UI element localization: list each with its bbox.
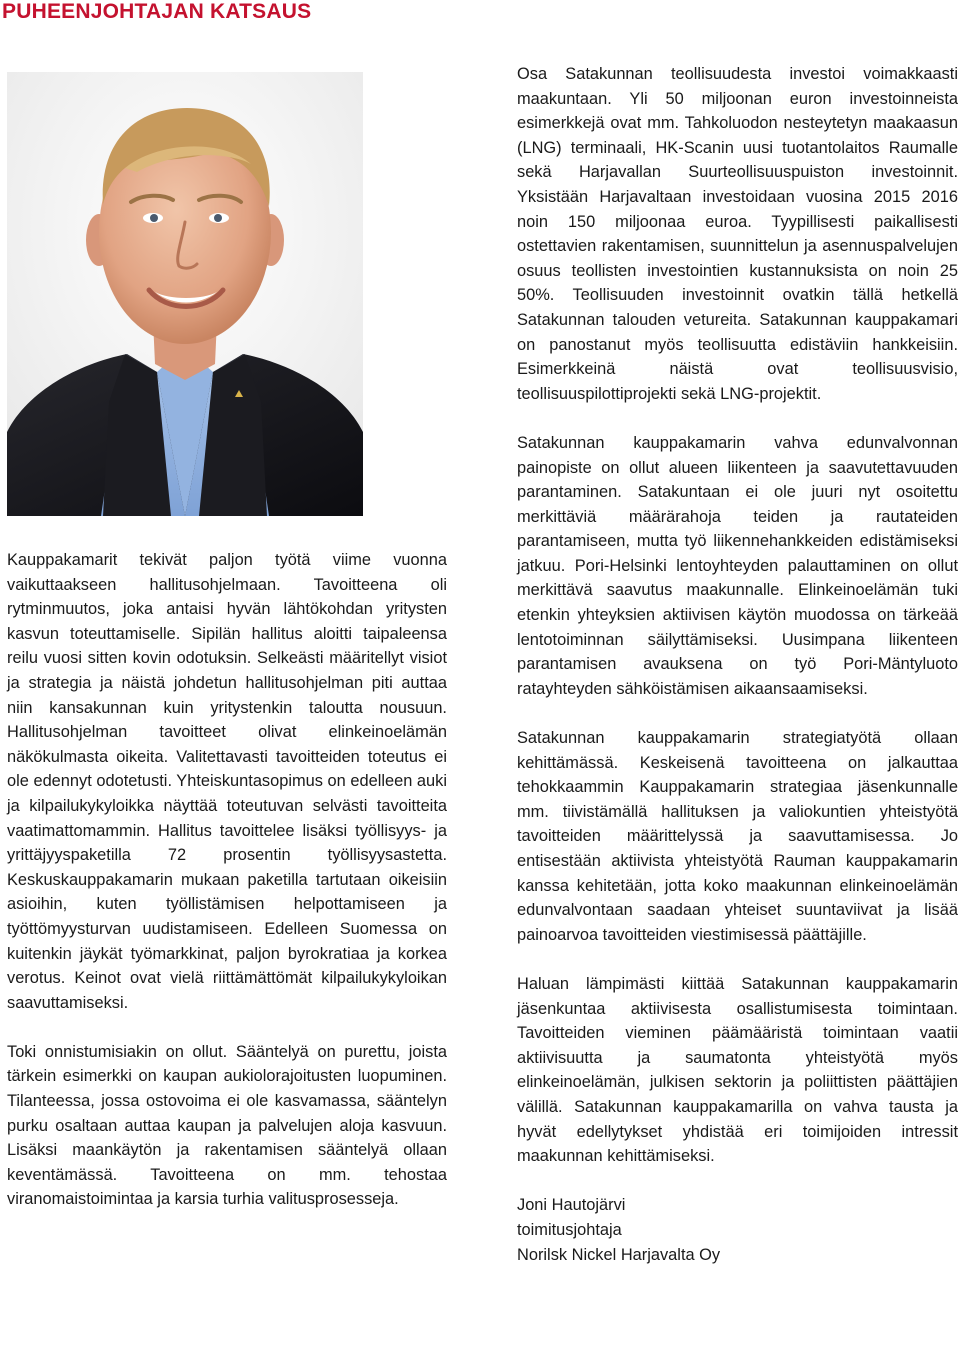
right-column: [517, 62, 958, 1267]
right-paragraph-3: Satakunnan kauppakamarin strategiatyötä ollaan kehittämässä. Keskeisenä tavoitteena on jalkauttaa tehokkaammin Kauppakamarin strategiaa jäsenkunnalle mm. tiivistämällä hallituksen ja valiokuntien yhteistyötä tavoitteiden määrittelyssä ja saavuttamisessa. Jo entisestään aktiivista yhteistyötä Rauman kauppakamarin kanssa kehitetään, jotta koko maakunnan elinkeinoelämän edunvalvontaan saadaan yhteiset suuntaviivat ja lisää painoarvoa tavoitteiden viestimisessä päättäjille.: [517, 729, 958, 944]
signature-name: Joni Hautojärvi: [517, 1196, 626, 1215]
portrait-photo: [7, 72, 363, 516]
signature-company: Norilsk Nickel Harjavalta Oy: [517, 1245, 721, 1264]
page-heading: PUHEENJOHTAJAN KATSAUS: [2, 0, 312, 23]
portrait-illustration: [7, 72, 363, 516]
right-paragraph-1: Osa Satakunnan teollisuudesta investoi voimakkaasti maakuntaan. Yli 50 miljoonan euron investoinneista esimerkkejä ovat mm. Tahkoluodon nesteytetyn maakaasun (LNG) terminaali, HK-Scanin uusi tuotantolaitos Raumalle sekä Harjavallan Suurteollisuuspuiston investoinnit. Yksistään Harjavaltaan investoidaan vuosina 2015 2016 noin 150 miljoonaa euroa. Tyypillisesti paikallisesti ostettavien rakentamisen, suunnittelun ja asennuspalvelujen osuus teollisten investointien kustannuksista on noin 25 50%. Teollisuuden investoinnit ovatkin tällä hetkellä Satakunnan talouden vetureita. Satakunnan kauppakamari on panostanut myös teollisuutta edistäviin hankkeisiin. Esimerkkeinä näistä ovat teollisuusvisio, teollisuuspilottiprojekti sekä LNG-projektit.: [517, 65, 958, 403]
left-paragraph-2: Toki onnistumisiakin on ollut. Sääntelyä on purettu, joista tärkein esimerkki on kaupan aukiolorajoitusten luopuminen. Tilanteessa, jossa ostovoima ei ole kasvamassa, sääntelyn purku osaltaan auttaa kaupan ja palvelujen aloja kasvuun. Lisäksi maankäytön ja rakentamisen sääntelyä ollaan keventämässä. Tavoitteena on mm. tehostaa viranomaistoimintaa ja karsia turhia valitusprosesseja.: [7, 1042, 447, 1209]
right-paragraph-4: Haluan lämpimästi kiittää Satakunnan kauppakamarin jäsenkuntaa aktiivisesta osallistumisesta toimintaan. Tavoitteiden vieminen päämääristä toimintaan vaatii aktiivisuutta ja saumatonta yhteistyötä myös elinkeinoelämän, julkisen sektorin ja poliittisten päättäjien välillä. Satakunnan kauppakamarilla on vahva tausta ja hyvät edellytykset yhdistää eri toimijoiden intressit maakunnan kehittämiseksi.: [517, 974, 958, 1166]
signature-block: [517, 1193, 958, 1267]
left-paragraph-1: Kauppakamarit tekivät paljon työtä viime vuonna vaikuttaakseen hallitusohjelmaan. Tavoitteena oli rytminmuutos, joka antaisi hyvän lähtökohdan yritysten kasvun toteuttamiselle. Sipilän hallitus aloitti taipaleensa reilu vuosi sitten kovin odotuksin. Selkeästi määritellyt visiot ja strategia ja näistä johdetun hallitusohjelman piti auttaa niin kansakunnan kuin yritystenkin taloutta nousuun. Hallitusohjelman tavoitteet olivat elinkeinoelämän näkökulmasta oikeita. Valitettavasti tavoitteiden toteutus ei ole edennyt odotetusti. Yhteiskuntasopimus on edelleen auki ja kilpailukykyloikka näyttää toteutuvan selvästi tavoitteita vaatimattomammin. Hallitus tavoittelee lisäksi työllisyys- ja yrittäjyyspaketilla 72 prosentin työllisyysastetta. Keskuskauppakamarin mukaan paketilla tartutaan oikeisiin asioihin, kuten työllistämisen helpottamiseen ja työttömyysturvan uudistamiseen. Edelleen Suomessa on kuitenkin jäykät työmarkkinat, paljon byrokratiaa ja korkea verotus. Keinot ovat vielä riittämättömät kilpailukykyloikan saavuttamiseksi.: [7, 551, 447, 1012]
signature-title: toimitusjohtaja: [517, 1220, 622, 1239]
right-paragraph-2: Satakunnan kauppakamarin vahva edunvalvonnan painopiste on ollut alueen liikenteen ja saavutettavuuden parantaminen. Satakuntaan ei ole juuri nyt osoitettu merkittäviä määrärahoja teiden ja rautateiden parantamiseen, mutta työ liikennehankkeiden edistämiseksi jatkuu. Pori-Helsinki lentoyhteyden palauttaminen on ollut merkittävä saavutus maakunnalle. Elinkeinoelämän tuki etenkin yhteyksien aktiivisen käytön muodossa on tärkeää lentotoiminnan säilyttämiseksi. Uusimpana liikenteen parantamisen avauksena on työ Pori-Mäntyluoto ratayhteyden sähköistämisen aikaansaamiseksi.: [517, 433, 958, 698]
left-column: [7, 548, 447, 1212]
